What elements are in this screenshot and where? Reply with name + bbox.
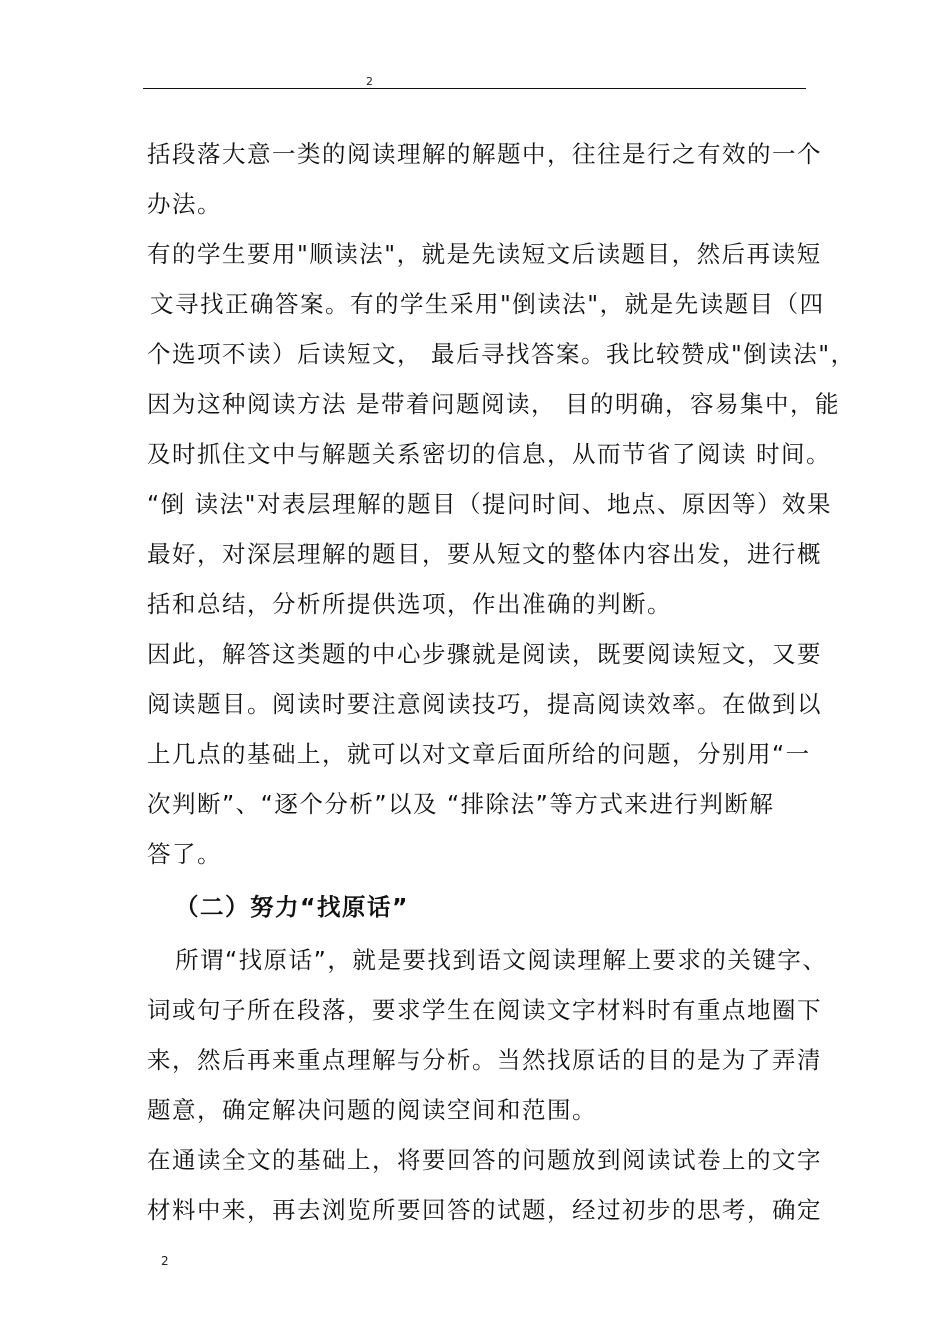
- text-line: 及时抓住文中与解题关系密切的信息，从而节省了阅读 时间。: [147, 440, 831, 468]
- text-line: 文寻找正确答案。有的学生采用"倒读法"，就是先读题目（四: [150, 290, 825, 318]
- text-line: 来，然后再来重点理解与分析。当然找原话的目的是为了弄清: [147, 1046, 822, 1074]
- text-line: 有的学生要用"顺读法"，就是先读短文后读题目，然后再读短: [147, 240, 822, 268]
- text-line: 所谓“找原话”，就是要找到语文阅读理解上要求的关键字、: [175, 946, 828, 974]
- footer-page-number: 2: [161, 1254, 169, 1268]
- text-line: 办法。: [147, 190, 222, 218]
- header-rule: [143, 88, 806, 89]
- text-line: 答了。: [147, 840, 222, 868]
- text-line: “倒 读法"对表层理解的题目（提问时间、地点、原因等）效果: [147, 490, 832, 518]
- text-line: 括和总结，分析所提供选项，作出准确的判断。: [147, 590, 672, 618]
- text-line: 题意，确定解决问题的阅读空间和范围。: [147, 1096, 597, 1124]
- text-line: 次判断”、“逐个分析”以及 “排除法”等方式来进行判断解: [147, 790, 775, 818]
- text-line: 括段落大意一类的阅读理解的解题中，往往是行之有效的一个: [147, 140, 822, 168]
- header-page-number: 2: [366, 75, 373, 88]
- page-content: [147, 129, 856, 1235]
- text-line: 个选项不读）后读短文， 最后寻找答案。我比较赞成"倒读法"，: [147, 340, 856, 368]
- text-line: 上几点的基础上，就可以对文章后面所给的问题，分别用“一: [147, 740, 811, 768]
- text-line: 最好，对深层理解的题目，要从短文的整体内容出发，进行概: [147, 540, 822, 568]
- text-line: 词或句子所在段落，要求学生在阅读文字材料时有重点地圈下: [147, 996, 822, 1024]
- text-line: 因为这种阅读方法 是带着问题阅读， 目的明确，容易集中，能: [147, 390, 840, 418]
- text-line: 阅读题目。阅读时要注意阅读技巧，提高阅读效率。在做到以: [147, 690, 822, 718]
- text-line: 在通读全文的基础上，将要回答的问题放到阅读试卷上的文字: [147, 1146, 822, 1174]
- section-heading: （二）努力“找原话”: [175, 893, 409, 921]
- text-line: 材料中来，再去浏览所要回答的试题，经过初步的思考，确定: [147, 1196, 822, 1224]
- text-line: 因此，解答这类题的中心步骤就是阅读，既要阅读短文，又要: [147, 640, 822, 668]
